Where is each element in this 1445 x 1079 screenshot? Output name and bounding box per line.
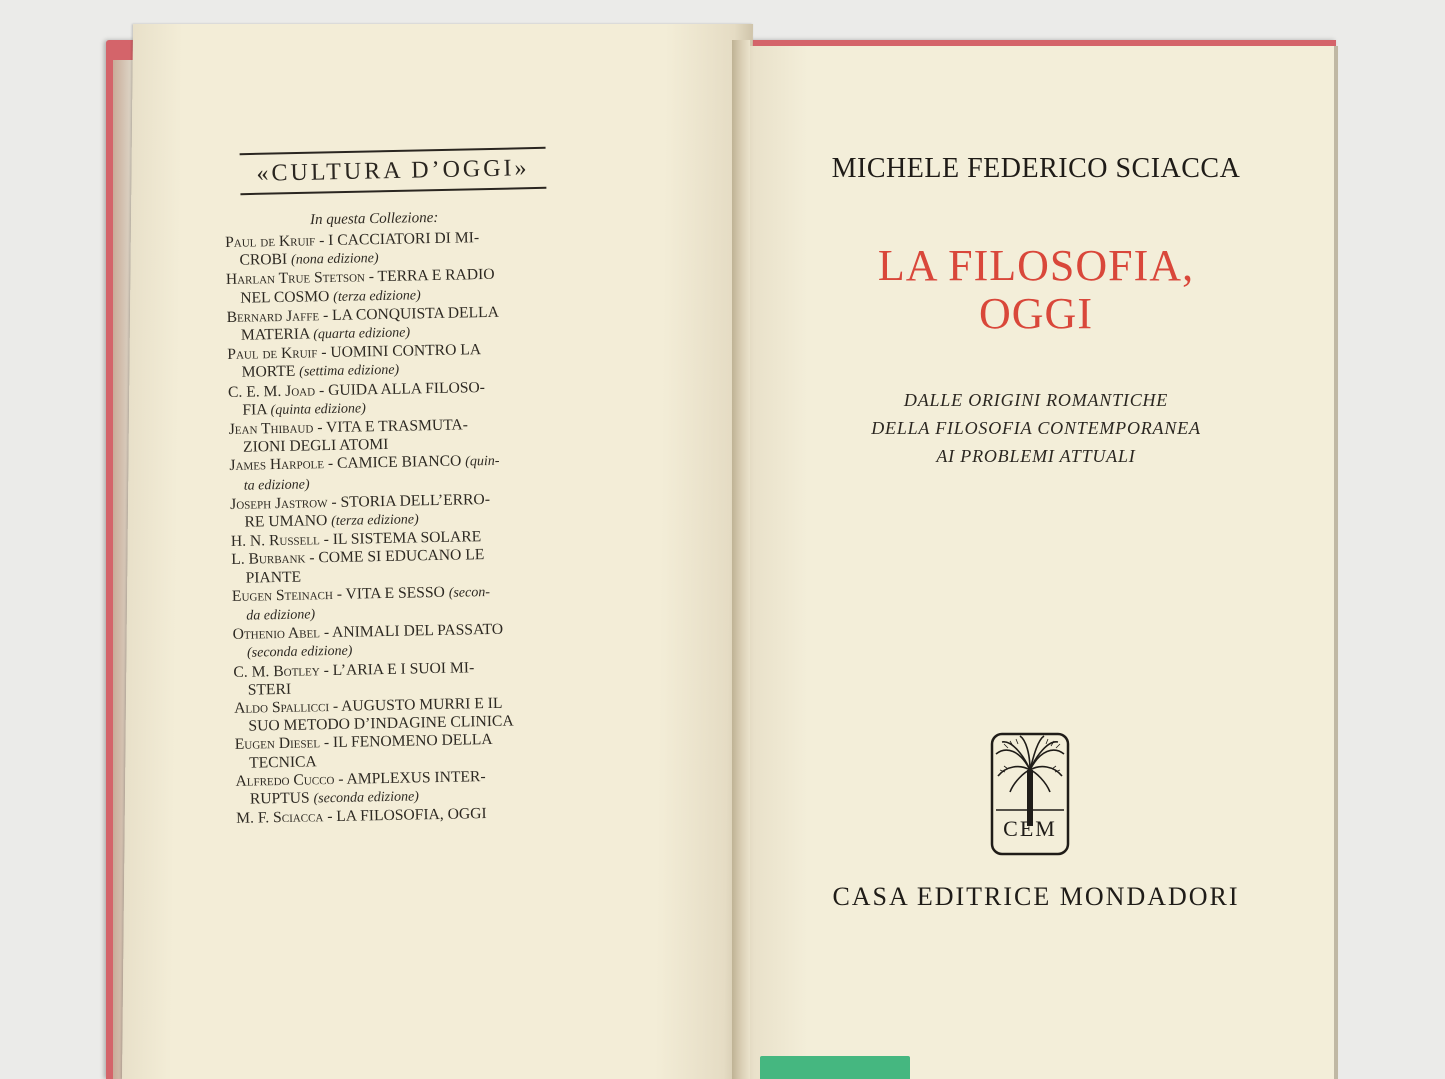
subtitle-line-3: AI PROBLEMI ATTUALI <box>936 446 1136 466</box>
entry-title-cont: SUO METODO D’INDAGINE CLINICA <box>248 712 514 735</box>
book-gutter <box>732 40 750 1079</box>
collection-entry: Joseph Jastrow - STORIA DELL’ERRO- RE UMANO (terza edizione) <box>230 490 553 534</box>
entry-author: Alfredo Cucco <box>235 770 335 790</box>
entry-author: Eugen Diesel <box>234 734 321 754</box>
entry-author: H. N. Russell <box>230 531 320 551</box>
collection-entry: Harlan True Stetson - TERRA E RADIO NEL COSMO (terza edizione) <box>226 265 549 309</box>
series-header <box>240 147 547 195</box>
entry-title: VITA E TRASMUTA- <box>325 416 469 437</box>
entry-note: (secon- <box>448 584 491 601</box>
entry-title: TERRA E RADIO <box>377 266 495 286</box>
collection-entry: Eugen Diesel - IL FENOMENO DELLA TECNICA <box>235 730 558 773</box>
entry-title-cont: CROBI <box>239 251 288 269</box>
collection-list <box>225 228 558 829</box>
entry-title: AUGUSTO MURRI E IL <box>341 694 503 715</box>
publisher-logo <box>990 732 1070 856</box>
collection-entry: Eugen Steinach - VITA E SESSO (secon- da edizione) <box>232 582 555 627</box>
entry-title: ANIMALI DEL PASSATO <box>331 621 504 642</box>
entry-note: da edizione) <box>246 607 316 624</box>
entry-author: Joseph Jastrow <box>230 493 328 513</box>
logo-text: CEM <box>1003 816 1057 841</box>
collection-entry: L. Burbank - COME SI EDUCANO LE PIANTE <box>231 545 554 588</box>
right-page-edge <box>1334 46 1338 1079</box>
collection-entry: H. N. Russell - IL SISTEMA SOLARE <box>230 528 482 551</box>
entry-title: IL SISTEMA SOLARE <box>332 528 482 549</box>
entry-title-cont: FIA <box>242 401 267 419</box>
entry-note: (terza edizione) <box>331 512 419 530</box>
entry-title-cont: ZIONI DEGLI ATOMI <box>242 436 389 456</box>
entry-note: (nona edizione) <box>290 251 379 268</box>
right-page <box>736 46 1336 1079</box>
collection-entry: Jean Thibaud - VITA E TRASMUTA- ZIONI DEGLI ATOMI <box>229 415 552 458</box>
entry-author: M. F. Sciacca <box>236 808 324 828</box>
entry-title: LA CONQUISTA DELLA <box>331 303 500 324</box>
collection-entry: Bernard Jaffe - LA CONQUISTA DELLA MATERIA (quarta edizione) <box>226 303 549 347</box>
series-title: «CULTURA D’OGGI» <box>256 155 530 187</box>
book-title <box>736 242 1336 338</box>
collection-entry: M. F. Sciacca - LA FILOSOFIA, OGGI <box>236 805 487 828</box>
entry-title: L’ARIA E I SUOI MI- <box>332 658 475 679</box>
entry-note: (seconda edizione) <box>313 789 420 807</box>
entry-author: James Harpole <box>229 455 325 475</box>
entry-title: GUIDA ALLA FILOSO- <box>327 378 486 399</box>
title-line-1: LA FILOSOFIA, <box>877 241 1195 290</box>
collection-entry: James Harpole - CAMICE BIANCO (quin- ta edizione) <box>229 451 552 496</box>
entry-title: VITA E SESSO <box>345 583 445 603</box>
entry-title: I CACCIATORI DI MI- <box>328 229 480 250</box>
publisher-name: CASA EDITRICE MONDADORI <box>832 882 1240 911</box>
entry-title-cont: RE UMANO <box>244 512 328 531</box>
entry-note: (quin- <box>465 454 500 470</box>
title-line-2: OGGI <box>979 289 1093 338</box>
subtitle-line-1: DALLE ORIGINI ROMANTICHE <box>903 390 1169 410</box>
entry-title: STORIA DELL’ERRO- <box>340 490 491 511</box>
entry-author: C. E. M. Joad <box>227 381 316 401</box>
collection-entry: Alfredo Cucco - AMPLEXUS INTER- RUPTUS (seconda edizione) <box>235 767 558 811</box>
entry-author: Eugen Steinach <box>231 585 334 605</box>
entry-title-cont: NEL COSMO <box>240 287 330 307</box>
entry-note: ta edizione) <box>243 477 310 494</box>
entry-author: Harlan True Stetson <box>225 268 366 289</box>
entry-note: (quinta edizione) <box>270 401 366 418</box>
entry-title-cont: MATERIA <box>240 325 310 344</box>
entry-author: C. M. Botley <box>233 661 320 681</box>
subtitle-line-2: DELLA FILOSOFIA CONTEMPORANEA <box>871 418 1201 438</box>
entry-author: Bernard Jaffe <box>226 307 320 326</box>
entry-note: (seconda edizione) <box>246 644 353 662</box>
entry-title-cont: PIANTE <box>245 568 302 587</box>
entry-title-cont: TECNICA <box>248 753 317 772</box>
entry-note: (terza edizione) <box>333 287 421 305</box>
entry-note: (settima edizione) <box>299 363 400 381</box>
entry-title-cont: STERI <box>247 680 292 699</box>
entry-author: Paul de Kruif <box>227 344 318 364</box>
entry-title: UOMINI CONTRO LA <box>330 341 482 362</box>
collection-entry: C. E. M. Joad - GUIDA ALLA FILOSO- FIA (quinta edizione) <box>228 377 551 421</box>
entry-title: COME SI EDUCANO LE <box>318 546 485 567</box>
author-name: MICHELE FEDERICO SCIACCA <box>831 153 1241 184</box>
collection-entry: Paul de Kruif - UOMINI CONTRO LA MORTE (settima edizione) <box>227 340 550 384</box>
entry-title: LA FILOSOFIA, OGGI <box>336 805 487 826</box>
entry-author: Jean Thibaud <box>228 419 314 438</box>
entry-author: Paul de Kruif <box>225 232 316 251</box>
entry-author: L. Burbank <box>231 549 306 569</box>
entry-title-cont: RUPTUS <box>249 789 310 808</box>
entry-author: Othenio Abel <box>232 624 321 644</box>
collection-entry: Paul de Kruif - I CACCIATORI DI MI- CROBI (nona edizione) <box>225 228 548 272</box>
collection-entry: C. M. Botley - L’ARIA E I SUOI MI- STERI <box>233 657 556 700</box>
entry-author: Aldo Spallicci <box>233 698 330 717</box>
entry-title: AMPLEXUS INTER- <box>346 767 486 788</box>
collection-intro: In questa Collezione: <box>309 209 439 229</box>
entry-title: IL FENOMENO DELLA <box>332 731 493 752</box>
entry-title: CAMICE BIANCO <box>336 452 462 473</box>
collection-entry: Othenio Abel - ANIMALI DEL PASSATO (seconda edizione) <box>233 620 556 664</box>
green-bookmark <box>760 1056 910 1079</box>
subtitle <box>736 386 1336 470</box>
entry-title-cont: MORTE <box>241 363 296 382</box>
entry-note: (quarta edizione) <box>313 325 411 343</box>
collection-entry: Aldo Spallicci - AUGUSTO MURRI E IL SUO METODO D’INDAGINE CLINICA <box>234 694 557 737</box>
